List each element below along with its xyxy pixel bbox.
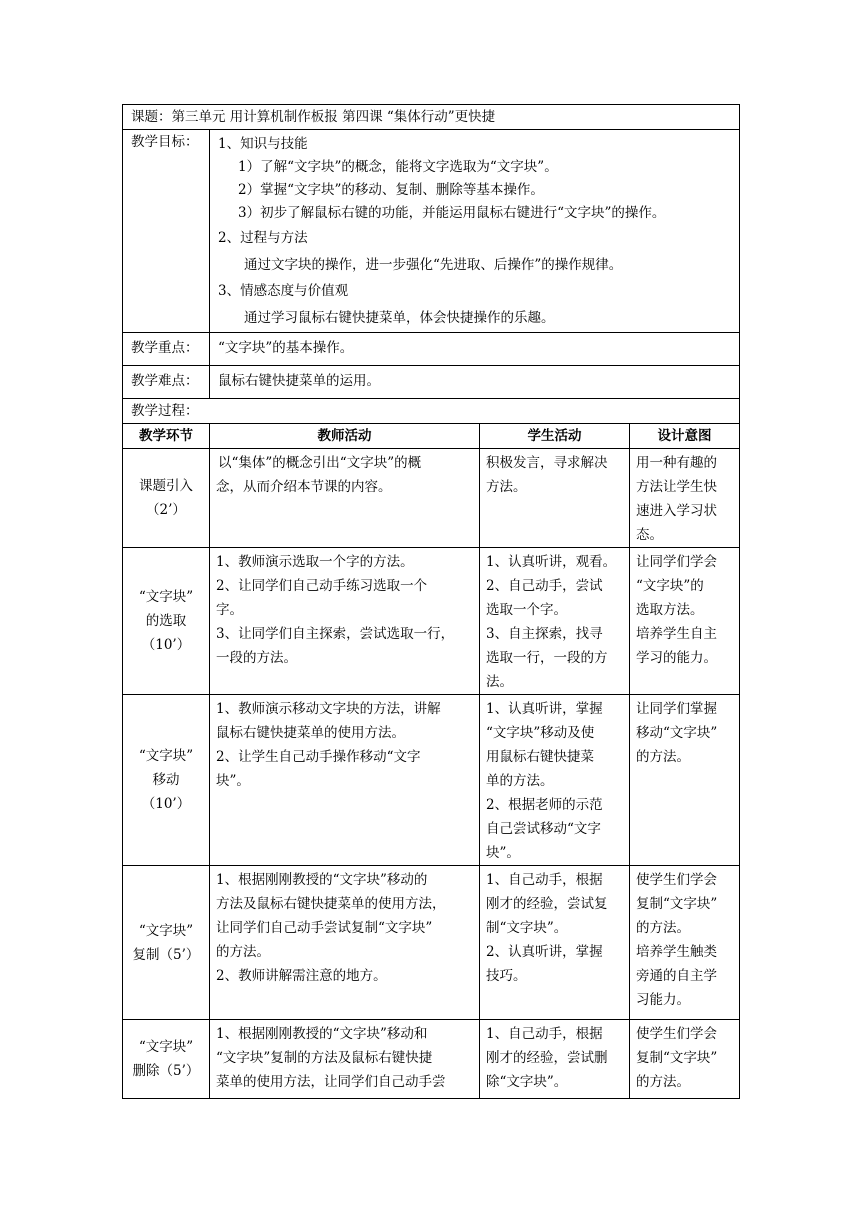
stage-line: “文字块”: [138, 589, 194, 605]
student-line: 方法。: [486, 479, 527, 495]
intent-line: 学习的能力。: [636, 650, 717, 666]
objective-line: 3）初步了解鼠标右键的功能，并能运用鼠标右键进行“文字块”的操作。: [238, 205, 666, 221]
teacher-cell: [210, 449, 480, 548]
student-line: 1、认真听讲，观看。: [486, 554, 617, 570]
objective-line: 3、情感态度与价值观: [218, 283, 349, 299]
teacher-cell: [210, 866, 480, 1020]
teacher-line: 念，从而介绍本节课的内容。: [216, 479, 392, 495]
objective-line: 通过文字块的操作，进一步强化“先进取、后操作”的操作规律。: [244, 257, 623, 273]
stage-line: “文字块”: [138, 1039, 194, 1055]
objectives-label: 教学目标：: [123, 130, 210, 333]
student-line: 1、自己动手，根据: [486, 1026, 603, 1042]
difficulty-label: 教学难点：: [123, 366, 210, 399]
key-point-label: 教学重点：: [123, 333, 210, 366]
intent-line: 让同学们掌握: [636, 701, 717, 717]
student-line: 选取一个字。: [486, 602, 567, 618]
student-line: 用鼠标右键快捷菜: [486, 749, 594, 765]
objective-line: 通过学习鼠标右键快捷菜单，体会快捷操作的乐趣。: [244, 310, 555, 326]
intent-line: 的方法。: [636, 1074, 690, 1090]
student-line: 2、根据老师的示范: [486, 797, 603, 813]
table-row: [123, 866, 740, 1020]
process-label-row: [123, 399, 740, 424]
teacher-cell: [210, 1020, 480, 1099]
student-line: 制“文字块”。: [486, 920, 568, 936]
student-cell: [480, 695, 630, 866]
teacher-line: 2、让学生自己动手操作移动“文字: [216, 749, 421, 765]
teacher-line: 1、教师演示移动文字块的方法，讲解: [216, 701, 441, 717]
intent-cell: [630, 1020, 740, 1099]
student-line: 2、认真听讲，掌握: [486, 944, 603, 960]
teacher-line: 2、让同学们自己动手练习选取一个: [216, 578, 428, 594]
objectives-content: [210, 130, 740, 333]
student-cell: [480, 1020, 630, 1099]
student-line: 技巧。: [486, 968, 527, 984]
table-row: [123, 449, 740, 548]
header-intent: 设计意图: [630, 424, 740, 449]
stage-line: 课题引入: [139, 478, 193, 494]
teacher-line: 字。: [216, 602, 243, 618]
student-line: 选取一行，一段的方: [486, 650, 608, 666]
objective-line: 2、过程与方法: [218, 230, 308, 246]
key-point-text: “文字块”的基本操作。: [210, 333, 740, 366]
intent-line: 让同学们学会: [636, 554, 717, 570]
student-line: 3、自主探索，找寻: [486, 626, 603, 642]
intent-cell: [630, 548, 740, 695]
student-line: “文字块”移动及使: [486, 725, 595, 741]
stage-line: “文字块”: [138, 748, 194, 764]
intent-line: 使学生们学会: [636, 872, 717, 888]
table-row: [123, 1020, 740, 1099]
intent-line: 习能力。: [636, 992, 690, 1008]
student-line: 刚才的经验，尝试删: [486, 1050, 608, 1066]
difficulty-text: 鼠标右键快捷菜单的运用。: [210, 366, 740, 399]
student-line: 块”。: [486, 845, 520, 861]
table-row: [123, 695, 740, 866]
stage-line: 删除（5’）: [132, 1063, 200, 1079]
student-cell: [480, 866, 630, 1020]
header-stage: 教学环节: [123, 424, 210, 449]
intent-line: 方法让学生快: [636, 479, 717, 495]
stage-cell: [123, 449, 210, 548]
table-row: [123, 548, 740, 695]
teacher-line: 一段的方法。: [216, 650, 297, 666]
stage-line: （10’）: [141, 637, 191, 653]
teacher-line: 以“集体”的概念引出“文字块”的概: [218, 455, 422, 471]
student-line: 刚才的经验，尝试复: [486, 896, 608, 912]
stage-line: 移动: [152, 772, 180, 788]
teacher-line: 1、根据刚刚教授的“文字块”移动的: [216, 872, 428, 888]
teacher-line: 菜单的使用方法，让同学们自己动手尝: [216, 1074, 446, 1090]
teacher-line: 方法及鼠标右键快捷菜单的使用方法，: [216, 896, 446, 912]
student-cell: [480, 548, 630, 695]
stage-cell: [123, 866, 210, 1020]
lesson-plan-table: [122, 104, 740, 1099]
teacher-cell: [210, 695, 480, 866]
student-line: 单的方法。: [486, 773, 554, 789]
intent-line: 旁通的自主学: [636, 968, 717, 984]
teacher-line: 1、教师演示选取一个字的方法。: [216, 554, 414, 570]
header-student: 学生活动: [480, 424, 630, 449]
student-line: 法。: [486, 674, 513, 690]
intent-line: 培养学生自主: [636, 626, 717, 642]
student-line: 1、自己动手，根据: [486, 872, 603, 888]
intent-line: 的方法。: [636, 749, 690, 765]
teacher-line: 2、教师讲解需注意的地方。: [216, 968, 387, 984]
teacher-line: 鼠标右键快捷菜单的使用方法。: [216, 725, 405, 741]
header-teacher: 教师活动: [210, 424, 480, 449]
intent-line: 移动“文字块”: [636, 725, 718, 741]
process-header-row: [123, 424, 740, 449]
key-point-row: [123, 333, 740, 366]
intent-line: “文字块”的: [636, 578, 704, 594]
difficulty-row: [123, 366, 740, 399]
teacher-line: 1、根据刚刚教授的“文字块”移动和: [216, 1026, 428, 1042]
stage-line: （10’）: [141, 796, 191, 812]
intent-line: 培养学生触类: [636, 944, 717, 960]
stage-line: “文字块”: [138, 922, 194, 939]
objective-line: 1）了解“文字块”的概念，能将文字选取为“文字块”。: [238, 159, 558, 175]
intent-cell: [630, 695, 740, 866]
intent-line: 复制“文字块”: [636, 1050, 718, 1066]
stage-line: 的选取: [145, 613, 187, 629]
objective-line: 1、知识与技能: [218, 136, 308, 152]
objective-line: 2）掌握“文字块”的移动、复制、删除等基本操作。: [238, 182, 544, 198]
student-line: 1、认真听讲，掌握: [486, 701, 603, 717]
intent-line: 复制“文字块”: [636, 896, 718, 912]
student-line: 2、自己动手，尝试: [486, 578, 603, 594]
stage-cell: [123, 1020, 210, 1099]
stage-line: 复制（5’）: [132, 946, 200, 963]
intent-line: 选取方法。: [636, 602, 704, 618]
teacher-line: 3、让同学们自主探索，尝试选取一行，: [216, 626, 455, 642]
student-line: 自己尝试移动“文字: [486, 821, 601, 837]
process-label: 教学过程：: [123, 399, 740, 424]
teacher-line: 的方法。: [216, 944, 270, 960]
student-line: 除“文字块”。: [486, 1074, 568, 1090]
stage-line: （2’）: [146, 502, 186, 518]
teacher-cell: [210, 548, 480, 695]
intent-cell: [630, 449, 740, 548]
objectives-row: [123, 130, 740, 333]
stage-cell: [123, 695, 210, 866]
intent-line: 使学生们学会: [636, 1026, 717, 1042]
intent-line: 的方法。: [636, 920, 690, 936]
student-line: 积极发言，寻求解决: [486, 455, 608, 471]
teacher-line: 让同学们自己动手尝试复制“文字块”: [216, 920, 433, 936]
stage-cell: [123, 548, 210, 695]
intent-line: 速进入学习状: [636, 503, 717, 519]
intent-cell: [630, 866, 740, 1020]
intent-line: 态。: [636, 527, 663, 543]
lesson-title: 课题：第三单元 用计算机制作板报 第四课 “集体行动”更快捷: [123, 105, 740, 130]
student-cell: [480, 449, 630, 548]
teacher-line: 块”。: [216, 773, 250, 789]
intent-line: 用一种有趣的: [636, 455, 717, 471]
teacher-line: “文字块”复制的方法及鼠标右键快捷: [216, 1050, 433, 1066]
title-row: [123, 105, 740, 130]
